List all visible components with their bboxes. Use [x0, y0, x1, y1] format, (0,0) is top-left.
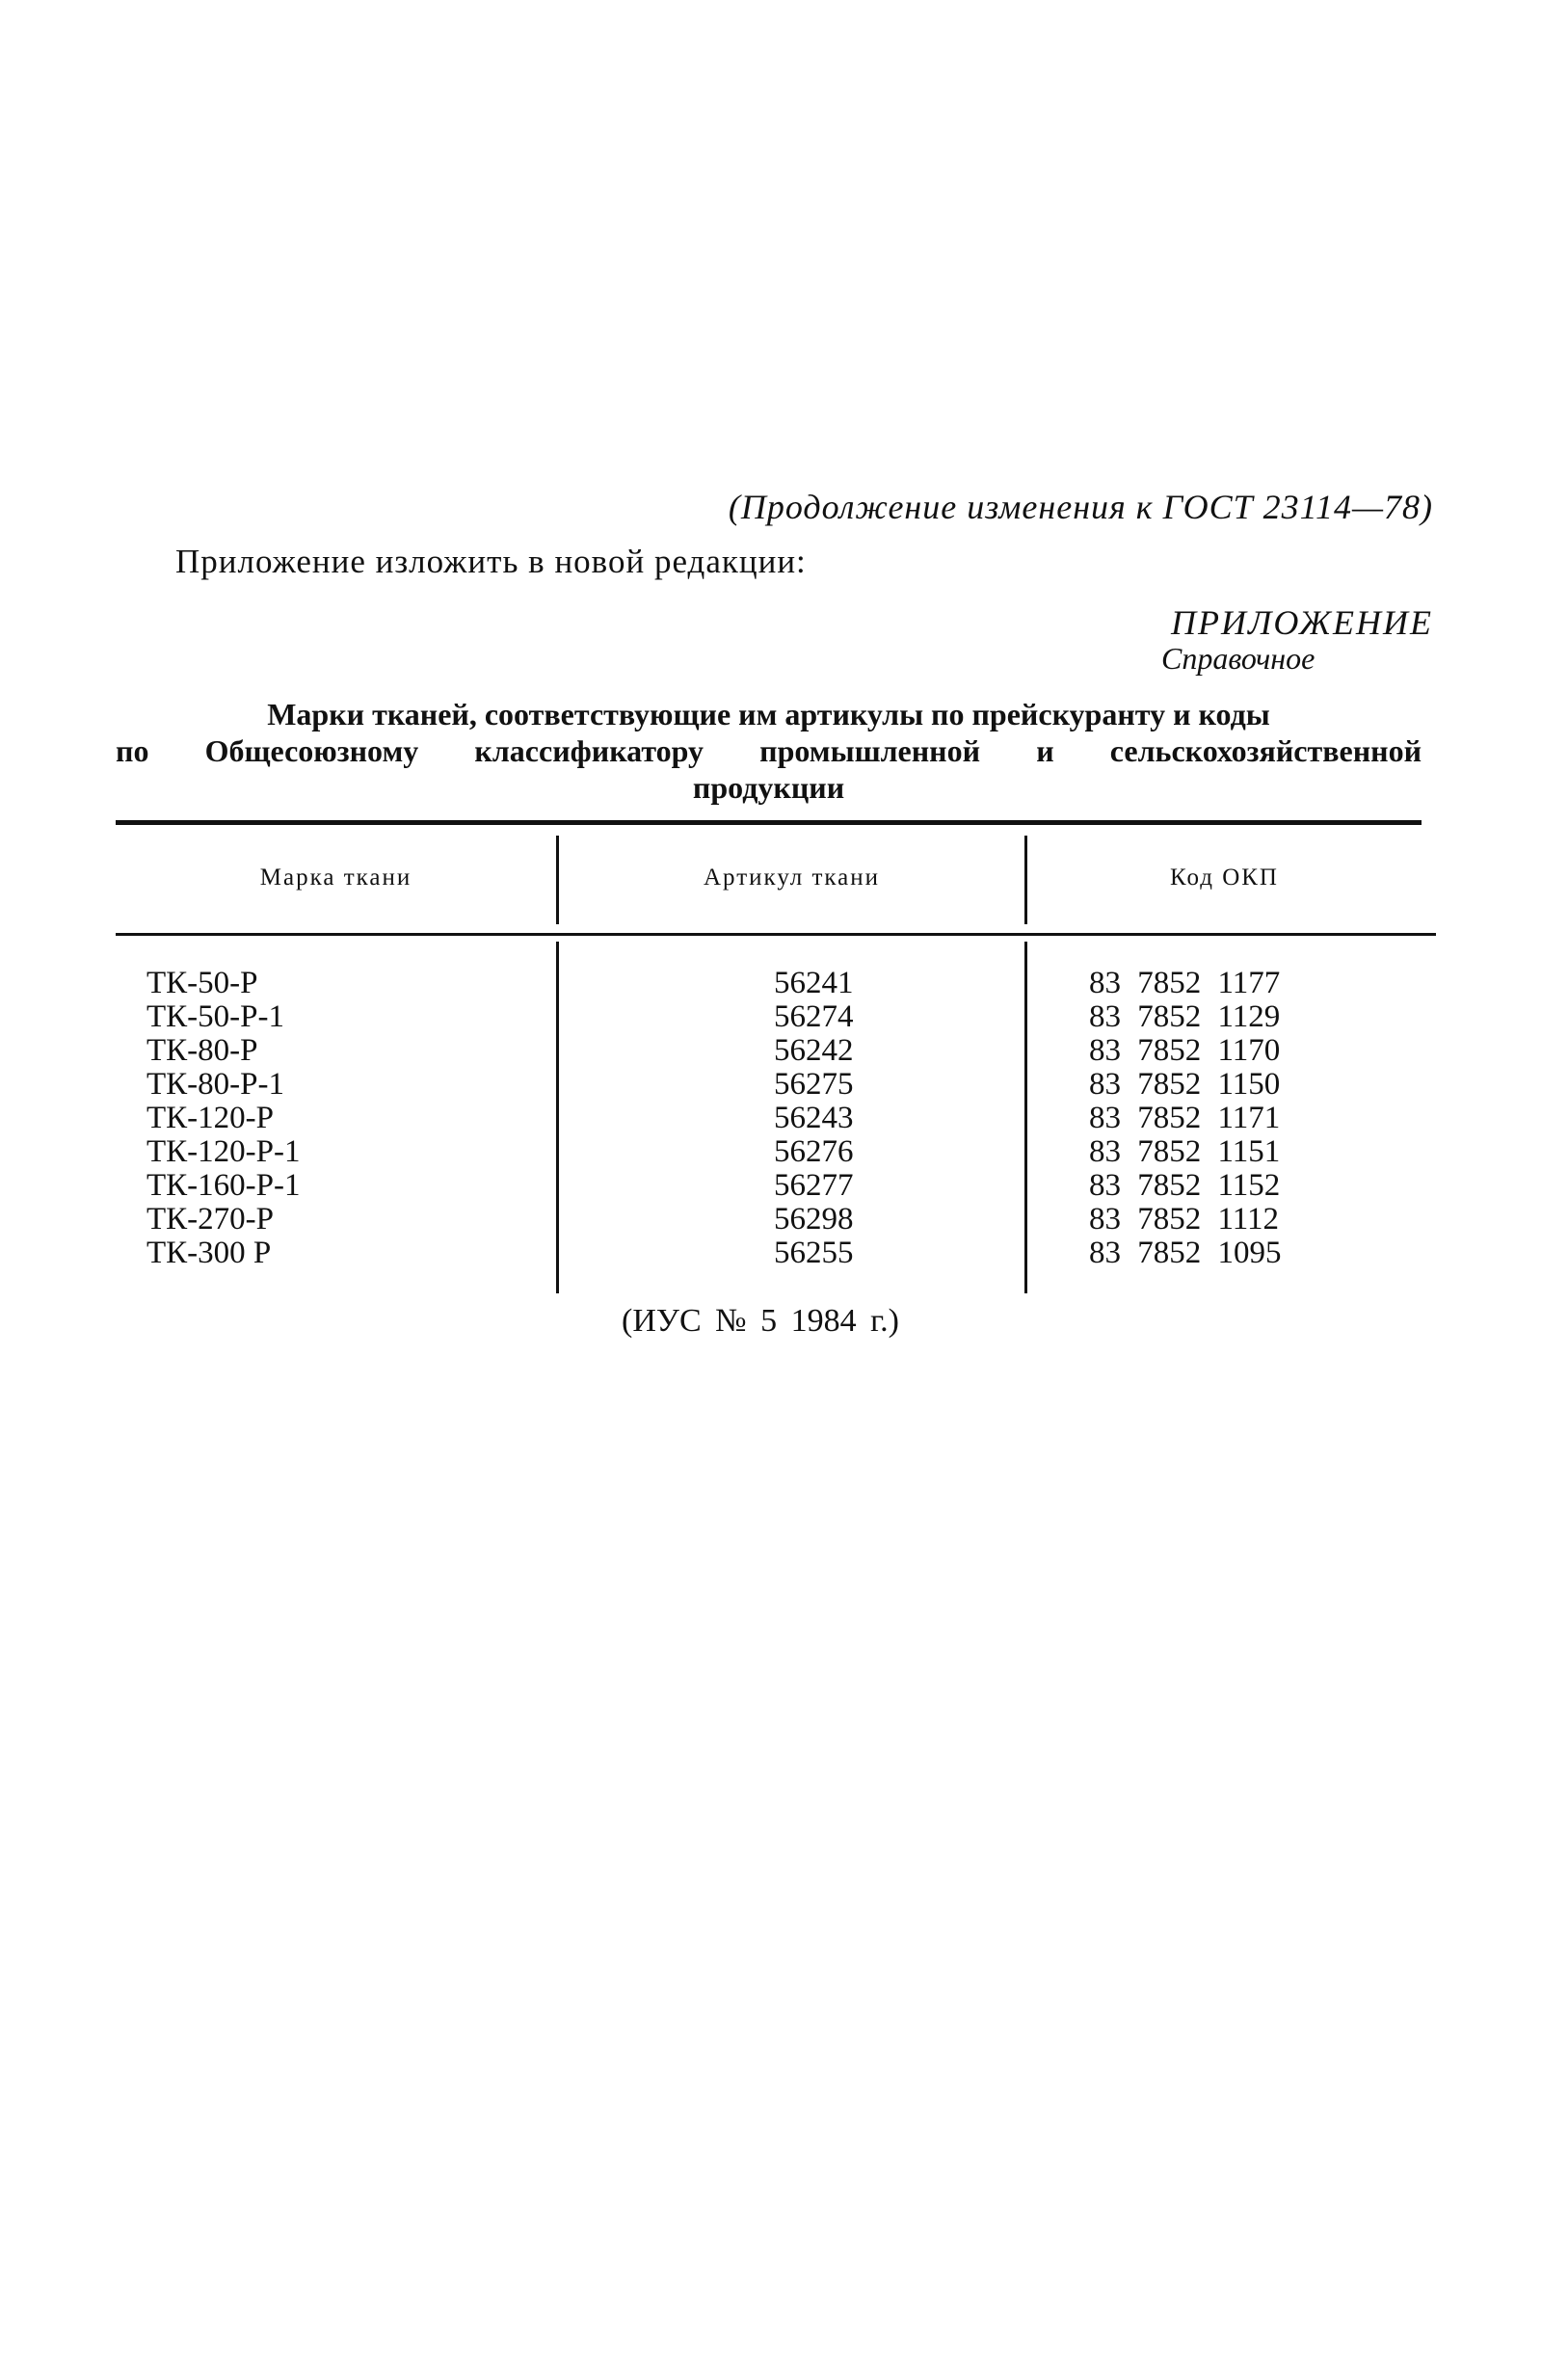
column-header-code: Код ОКП: [1170, 864, 1279, 891]
table-row: [116, 1169, 1436, 1203]
table-row: [116, 1102, 1436, 1135]
table-row: [116, 1068, 1436, 1102]
continuation-note: (Продолжение изменения к ГОСТ 23114—78): [728, 488, 1433, 526]
cell-article: 56298: [774, 1202, 854, 1237]
cell-mark: ТК-50-Р-1: [146, 999, 284, 1034]
cell-article: 56243: [774, 1101, 854, 1135]
instruction-text: Приложение изложить в новой редакции:: [175, 543, 807, 580]
cell-article: 56277: [774, 1168, 854, 1203]
cell-article: 56255: [774, 1236, 854, 1270]
cell-article: 56276: [774, 1134, 854, 1169]
cell-article: 56241: [774, 966, 854, 1000]
cell-mark: ТК-120-Р: [146, 1101, 274, 1135]
ius-reference: (ИУС № 5 1984 г.): [622, 1303, 899, 1339]
cell-mark: ТК-50-Р: [146, 966, 258, 1000]
table-title-line-1: Марки тканей, соответствующие им артикулы по прейскуранту и коды: [267, 697, 1270, 731]
cell-mark: ТК-300 Р: [146, 1236, 272, 1270]
table-row: [116, 1203, 1436, 1237]
table-header-rule: [116, 933, 1436, 936]
table-top-rule: [116, 820, 1422, 825]
column-header-mark: Марка ткани: [259, 864, 412, 891]
cell-mark: ТК-120-Р-1: [146, 1134, 301, 1169]
cell-mark: ТК-270-Р: [146, 1202, 274, 1237]
table-row: [116, 967, 1436, 1000]
table-row: [116, 1000, 1436, 1034]
cell-code: 83 7852 1170: [1089, 1033, 1281, 1068]
table-row: [116, 1034, 1436, 1068]
table-body: [116, 967, 1436, 1270]
cell-article: 56274: [774, 999, 854, 1034]
cell-code: 83 7852 1129: [1089, 999, 1281, 1034]
table-row: [116, 1237, 1436, 1270]
cell-code: 83 7852 1112: [1089, 1202, 1280, 1237]
cell-mark: ТК-80-Р-1: [146, 1067, 284, 1102]
cell-code: 83 7852 1095: [1089, 1236, 1282, 1270]
column-header-article: Артикул ткани: [704, 864, 880, 891]
appendix-label: ПРИЛОЖЕНИЕ: [1171, 603, 1433, 642]
cell-code: 83 7852 1171: [1089, 1101, 1281, 1135]
cell-mark: ТК-80-Р: [146, 1033, 258, 1068]
cell-code: 83 7852 1151: [1089, 1134, 1281, 1169]
cell-mark: ТК-160-Р-1: [146, 1168, 301, 1203]
table-title: [116, 696, 1422, 806]
cell-code: 83 7852 1150: [1089, 1067, 1281, 1102]
appendix-type: Справочное: [1161, 641, 1316, 676]
cell-article: 56242: [774, 1033, 854, 1068]
cell-article: 56275: [774, 1067, 854, 1102]
table-title-line-3: продукции: [692, 770, 845, 805]
table-title-line-2: по Общесоюзному классификатору промышленной и сельскохозяйственной: [116, 733, 1422, 768]
table-row: [116, 1135, 1436, 1169]
cell-code: 83 7852 1177: [1089, 966, 1281, 1000]
cell-code: 83 7852 1152: [1089, 1168, 1281, 1203]
